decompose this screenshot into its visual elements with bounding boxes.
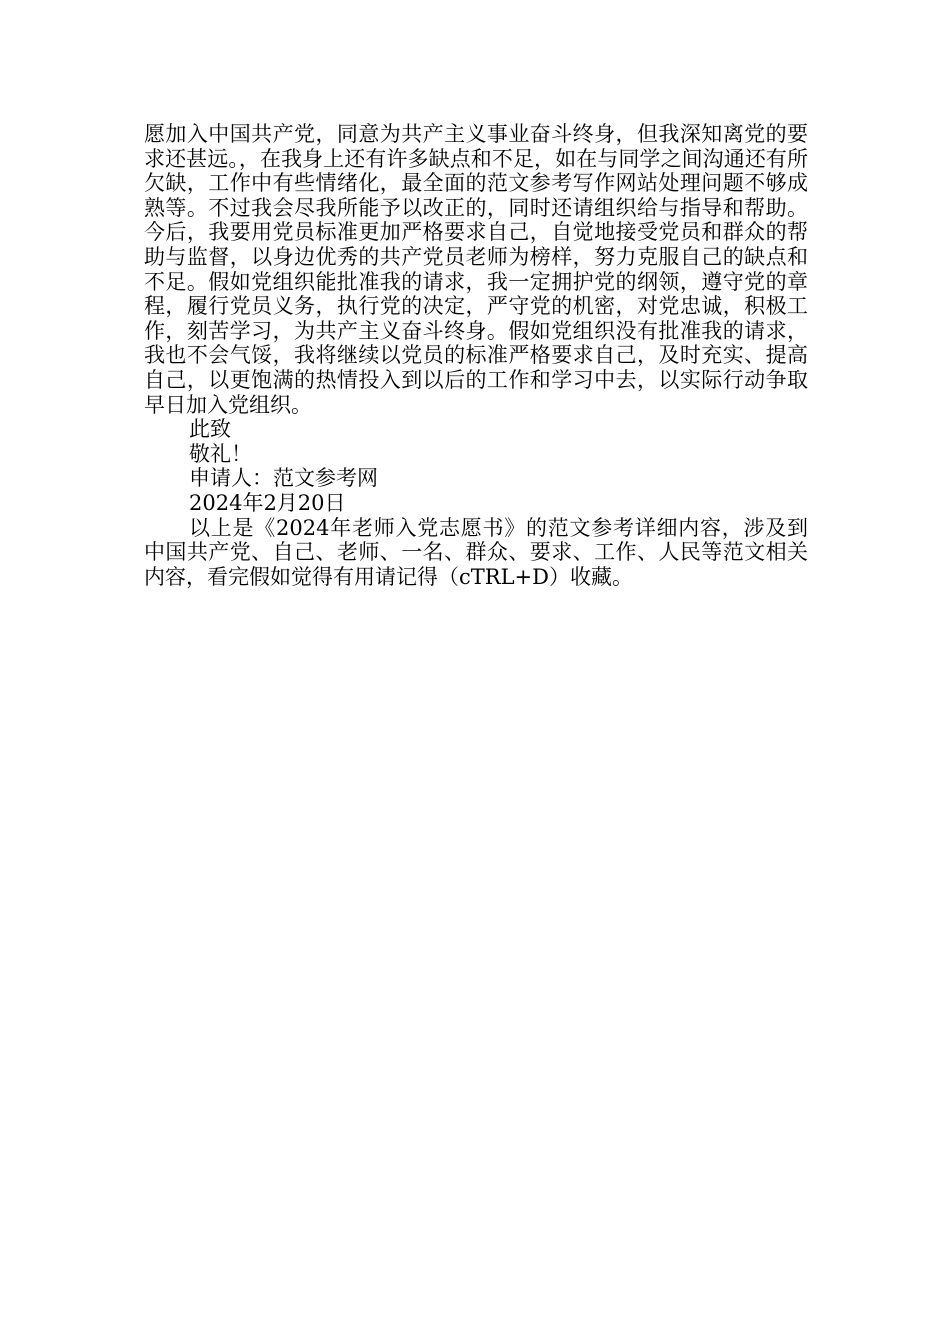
summary-paragraph: 以上是《2024年老师入党志愿书》的范文参考详细内容，涉及到中国共产党、自己、老师、一名、群众、要求、工作、人民等范文相关内容，看完假如觉得有用请记得（cTRL+D）收藏。 <box>144 515 808 589</box>
body-paragraph: 愿加入中国共产党，同意为共产主义事业奋斗终身，但我深知离党的要求还甚远。，在我身上还有许多缺点和不足，如在与同学之间沟通还有所欠缺，工作中有些情绪化，最全面的范文参考写作网站处理问题不够成熟等。不过我会尽我所能予以改正的，同时还请组织给与指导和帮助。今后，我要用党员标准更加严格要求自己，自觉地接受党员和群众的帮助与监督，以身边优秀的共产党员老师为榜样，努力克服自己的缺点和不足。假如党组织能批准我的请求，我一定拥护党的纲领，遵守党的章程，履行党员义务，执行党的决定，严守党的机密，对党忠诚，积极工作，刻苦学习，为共产主义奋斗终身。假如党组织没有批准我的请求，我也不会气馁，我将继续以党员的标准严格要求自己，及时充实、提高自己，以更饱满的热情投入到以后的工作和学习中去，以实际行动争取早日加入党组织。 <box>144 122 808 417</box>
closing-salutation: 此致 <box>189 417 231 442</box>
applicant-line: 申请人：范文参考网 <box>189 466 378 491</box>
document-content <box>144 122 808 589</box>
date-line: 2024年2月20日 <box>189 490 346 515</box>
closing-regards: 敬礼！ <box>189 441 252 466</box>
